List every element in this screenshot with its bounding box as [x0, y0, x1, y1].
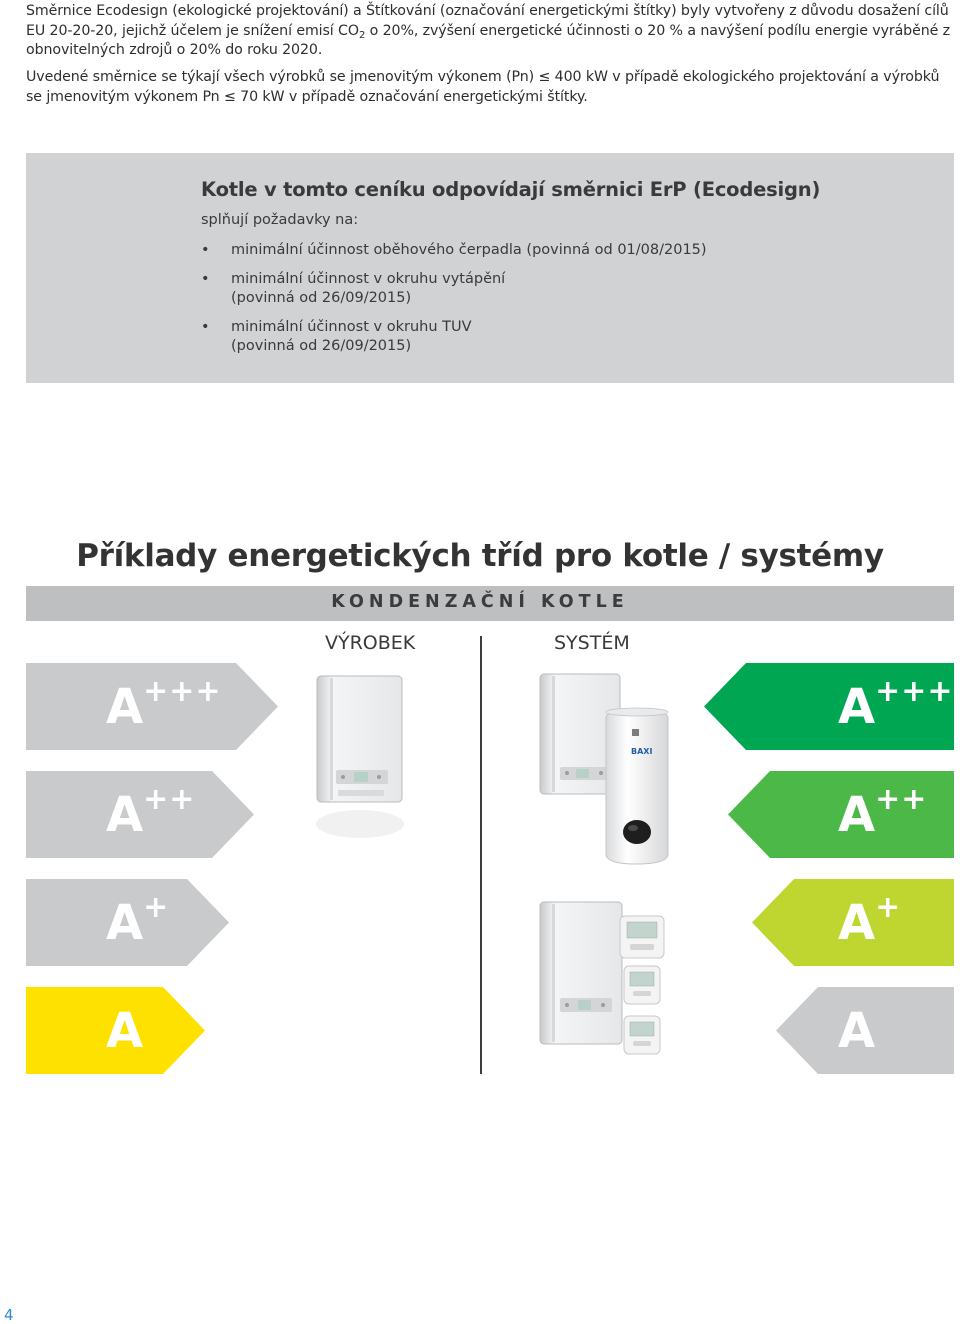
brand-logo-text: BAXI	[631, 747, 653, 756]
product-class-arrow	[26, 771, 254, 858]
intro-text-1b: o 20%, zvýšení energetické účinnosti o 20 % a navýšení podílu energie vyráběné z obnovitelných zdrojů o 20% do roku 2020.	[26, 22, 950, 58]
section-title: Příklady energetických tříd pro kotle / systémy	[76, 538, 884, 574]
energy-class-label: A+++	[106, 674, 222, 735]
intro-paragraph-1	[26, 2, 951, 61]
co2-subscript: 2	[358, 29, 366, 41]
system-boiler-cylinder-image	[538, 672, 688, 872]
boiler-image	[312, 674, 407, 848]
erp-box-title: Kotle v tomto ceníku odpovídají směrnici ErP (Ecodesign)	[201, 178, 821, 201]
energy-class-label: A+	[106, 890, 170, 951]
system-class-arrow	[776, 987, 954, 1074]
requirement-text: minimální účinnost oběhového čerpadla (povinná od 01/08/2015)	[231, 242, 707, 258]
energy-class-label: A	[838, 1003, 876, 1059]
intro-text-1a: Směrnice Ecodesign (ekologické projektování) a Štítkování (označování energetickými štítky) byly vytvořeny z důvodu dosažení cílů EU 20-20-20, jejichž účelem je snížení emisí CO	[26, 3, 949, 39]
energy-class-label: A	[106, 1003, 144, 1059]
product-class-arrow	[26, 879, 229, 966]
energy-class-label: A++	[838, 782, 928, 843]
erp-box-subtitle: splňují požadavky na:	[201, 212, 359, 228]
system-class-arrow	[752, 879, 954, 966]
energy-class-label: A++	[106, 782, 196, 843]
requirement-text: minimální účinnost v okruhu TUV (povinná od 26/09/2015)	[231, 319, 472, 354]
column-label-product: VÝROBEK	[325, 632, 416, 654]
product-class-arrow	[26, 987, 205, 1074]
energy-class-label: A+	[838, 890, 902, 951]
page-number: 4	[4, 1306, 14, 1324]
bullet-point: •	[201, 242, 210, 258]
intro-paragraph-2	[26, 68, 951, 107]
category-band-label: KONDENZAČNÍ KOTLE	[331, 592, 629, 612]
product-class-arrow	[26, 663, 278, 750]
bullet-point: •	[201, 271, 210, 287]
system-class-arrow	[728, 771, 954, 858]
intro-text-2: Uvedené směrnice se týkají všech výrobků se jmenovitým výkonem (Pn) ≤ 400 kW v případě ekologického projektování a výrobků se jmenovitým výkonem Pn ≤ 70 kW v případě označování energetickými štítky.	[26, 69, 940, 105]
energy-class-label: A+++	[838, 674, 954, 735]
column-divider	[480, 636, 482, 1074]
system-class-arrow	[704, 663, 954, 750]
system-boiler-controllers-image	[538, 898, 668, 1064]
bullet-point: •	[201, 319, 210, 335]
requirement-text: minimální účinnost v okruhu vytápění (povinná od 26/09/2015)	[231, 271, 506, 306]
column-label-system: SYSTÉM	[554, 632, 630, 654]
